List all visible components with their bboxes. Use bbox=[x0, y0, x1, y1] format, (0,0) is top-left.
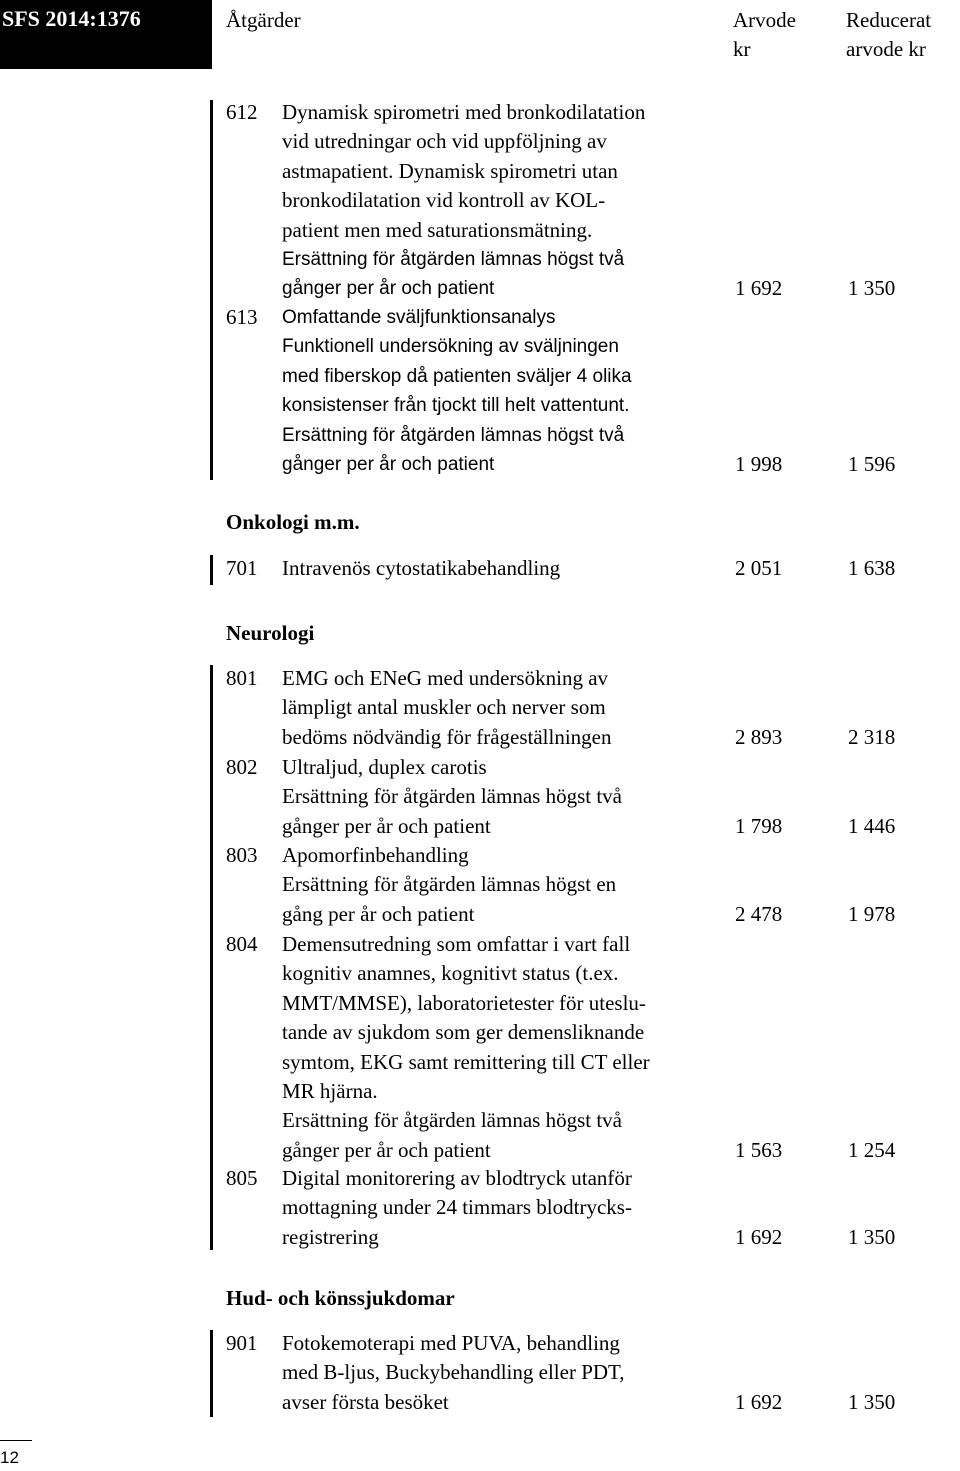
entry-line bbox=[226, 362, 926, 391]
entry-reduced-fee: 1 446 bbox=[848, 813, 896, 838]
entry-text: gånger per år och patient bbox=[282, 453, 495, 475]
entry-line bbox=[226, 693, 926, 722]
entry-fee: 1 798 bbox=[735, 813, 783, 838]
entry-code: 802 bbox=[226, 755, 258, 779]
entry-line bbox=[226, 245, 926, 274]
entry-line bbox=[226, 421, 926, 450]
entry-text: bedöms nödvändig för frågeställningen bbox=[282, 724, 612, 749]
entry-line bbox=[226, 98, 926, 127]
entry-text: kognitiv anamnes, kognitivt status (t.ex. bbox=[282, 961, 619, 986]
entry-line bbox=[226, 812, 926, 841]
entry-text: registrering bbox=[282, 1224, 379, 1249]
entry-text: med B-ljus, Buckybehandling eller PDT, bbox=[282, 1360, 625, 1385]
entry-text: Apomorfinbehandling bbox=[282, 843, 469, 867]
section-title-hud: Hud- och könssjukdomar bbox=[226, 1286, 455, 1310]
entry-text: EMG och ENeG med undersökning av bbox=[282, 666, 609, 690]
entry-code: 803 bbox=[226, 843, 258, 867]
entry-text: bronkodilatation vid kontroll av KOL- bbox=[282, 188, 606, 213]
fee-entry-613 bbox=[226, 303, 926, 479]
change-bar-600s bbox=[210, 100, 213, 480]
entry-code: 612 bbox=[226, 100, 258, 124]
entry-text: Funktionell undersökning av sväljningen bbox=[282, 336, 619, 358]
entry-text: MMT/MMSE), laboratorietester för uteslu- bbox=[282, 990, 646, 1015]
entry-code: 701 bbox=[226, 556, 258, 580]
entry-line bbox=[226, 959, 926, 988]
entry-line bbox=[226, 1193, 926, 1222]
entry-text: konsistenser från tjockt till helt vattentunt. bbox=[282, 395, 630, 417]
column-header-fee-line-1: Arvode bbox=[733, 8, 796, 32]
entry-fee: 1 692 bbox=[735, 1224, 783, 1249]
column-header-reduced-line-2: arvode kr bbox=[846, 37, 926, 61]
column-header-reduced-fee bbox=[846, 6, 931, 64]
page-number: 12 bbox=[0, 1448, 19, 1467]
entry-text: Ersättning för åtgärden lämnas högst två bbox=[282, 784, 622, 809]
entry-fee: 2 893 bbox=[735, 724, 783, 749]
entry-line bbox=[226, 1329, 926, 1358]
entry-line bbox=[226, 930, 926, 959]
entry-line bbox=[226, 1106, 926, 1135]
entry-line bbox=[226, 186, 926, 215]
entry-text: vid utredningar och vid uppföljning av bbox=[282, 129, 607, 154]
entry-line bbox=[226, 157, 926, 186]
entry-fee: 1 692 bbox=[735, 276, 783, 301]
entry-line bbox=[226, 723, 926, 752]
entry-line bbox=[226, 1388, 926, 1417]
entry-reduced-fee: 1 596 bbox=[848, 451, 896, 476]
fee-entry-701 bbox=[226, 554, 926, 583]
entry-line bbox=[226, 127, 926, 156]
entry-fee: 2 478 bbox=[735, 901, 783, 926]
column-header-reduced-line-1: Reducerat bbox=[846, 8, 932, 32]
entry-text: tande av sjukdom som ger demensliknande bbox=[282, 1020, 645, 1045]
entry-line bbox=[226, 274, 926, 303]
entry-line bbox=[226, 870, 926, 899]
entry-line bbox=[226, 1223, 926, 1252]
entry-text: gånger per år och patient bbox=[282, 813, 491, 838]
entry-fee: 1 998 bbox=[735, 451, 783, 476]
entry-line bbox=[226, 989, 926, 1018]
section-title-onkologi: Onkologi m.m. bbox=[226, 510, 360, 534]
entry-reduced-fee: 1 350 bbox=[848, 276, 896, 301]
entry-text: lämpligt antal muskler och nerver som bbox=[282, 695, 606, 720]
entry-text: Ultraljud, duplex carotis bbox=[282, 755, 487, 779]
entry-text: gång per år och patient bbox=[282, 901, 475, 926]
entry-line bbox=[226, 782, 926, 811]
entry-reduced-fee: 1 350 bbox=[848, 1389, 896, 1414]
change-bar-900s bbox=[210, 1330, 213, 1417]
entry-fee: 1 692 bbox=[735, 1389, 783, 1414]
change-bar-800s bbox=[210, 665, 213, 1250]
entry-line bbox=[226, 554, 926, 583]
page-number-rule bbox=[0, 1440, 32, 1441]
entry-line bbox=[226, 450, 926, 479]
entry-code: 901 bbox=[226, 1331, 258, 1355]
entry-code: 805 bbox=[226, 1166, 258, 1190]
entry-line bbox=[226, 216, 926, 245]
fee-entry-802 bbox=[226, 753, 926, 841]
section-title-neurologi: Neurologi bbox=[226, 621, 315, 645]
entry-text: med fiberskop då patienten sväljer 4 olika bbox=[282, 365, 632, 387]
entry-line bbox=[226, 303, 926, 332]
column-header-fee-line-2: kr bbox=[733, 37, 751, 61]
entry-text: astmapatient. Dynamisk spirometri utan bbox=[282, 158, 618, 183]
fee-entry-804 bbox=[226, 930, 926, 1165]
entry-line bbox=[226, 391, 926, 420]
entry-code: 801 bbox=[226, 666, 258, 690]
entry-line bbox=[226, 1048, 926, 1077]
entry-line bbox=[226, 332, 926, 361]
entry-text: mottagning under 24 timmars blodtrycks- bbox=[282, 1195, 632, 1220]
change-bar-700s bbox=[210, 555, 213, 585]
entry-reduced-fee: 1 978 bbox=[848, 901, 896, 926]
entry-text: MR hjärna. bbox=[282, 1078, 378, 1103]
entry-line bbox=[226, 1358, 926, 1387]
entry-text: gånger per år och patient bbox=[282, 278, 495, 300]
entry-reduced-fee: 1 254 bbox=[848, 1137, 896, 1162]
fee-entry-612 bbox=[226, 98, 926, 304]
entry-text: Ersättning för åtgärden lämnas högst en bbox=[282, 872, 617, 897]
entry-line bbox=[226, 1164, 926, 1193]
fee-entry-801 bbox=[226, 664, 926, 752]
entry-text: Ersättning för åtgärden lämnas högst två bbox=[282, 424, 625, 446]
entry-line bbox=[226, 664, 926, 693]
column-header-actions: Åtgärder bbox=[226, 8, 301, 32]
entry-text: Ersättning för åtgärden lämnas högst två bbox=[282, 248, 625, 270]
entry-reduced-fee: 2 318 bbox=[848, 724, 896, 749]
entry-text: avser första besöket bbox=[282, 1389, 449, 1414]
column-header-fee bbox=[733, 6, 796, 64]
entry-line bbox=[226, 841, 926, 870]
entry-fee: 1 563 bbox=[735, 1137, 783, 1162]
entry-text: symtom, EKG samt remittering till CT eller bbox=[282, 1049, 650, 1074]
entry-text: gånger per år och patient bbox=[282, 1137, 491, 1162]
entry-text: patient men med saturationsmätning. bbox=[282, 217, 593, 242]
entry-text: Fotokemoterapi med PUVA, behandling bbox=[282, 1331, 620, 1355]
fee-entry-805 bbox=[226, 1164, 926, 1252]
entry-line bbox=[226, 1136, 926, 1165]
entry-fee: 2 051 bbox=[735, 556, 783, 580]
entry-code: 804 bbox=[226, 932, 258, 956]
entry-reduced-fee: 1 638 bbox=[848, 556, 896, 580]
entry-text: Digital monitorering av blodtryck utanför bbox=[282, 1166, 632, 1190]
entry-line bbox=[226, 753, 926, 782]
entry-text: Omfattande sväljfunktionsanalys bbox=[282, 307, 556, 328]
sfs-label: SFS 2014:1376 bbox=[0, 0, 212, 69]
entry-text: Ersättning för åtgärden lämnas högst två bbox=[282, 1108, 622, 1133]
entry-text: Dynamisk spirometri med bronkodilatation bbox=[282, 100, 646, 124]
entry-text: Intravenös cytostatikabehandling bbox=[282, 556, 561, 580]
entry-text: Demensutredning som omfattar i vart fall bbox=[282, 932, 631, 956]
entry-code: 613 bbox=[226, 305, 258, 329]
fee-entry-901 bbox=[226, 1329, 926, 1417]
entry-line bbox=[226, 1077, 926, 1106]
entry-line bbox=[226, 1018, 926, 1047]
fee-entry-803 bbox=[226, 841, 926, 929]
entry-reduced-fee: 1 350 bbox=[848, 1224, 896, 1249]
entry-line bbox=[226, 900, 926, 929]
